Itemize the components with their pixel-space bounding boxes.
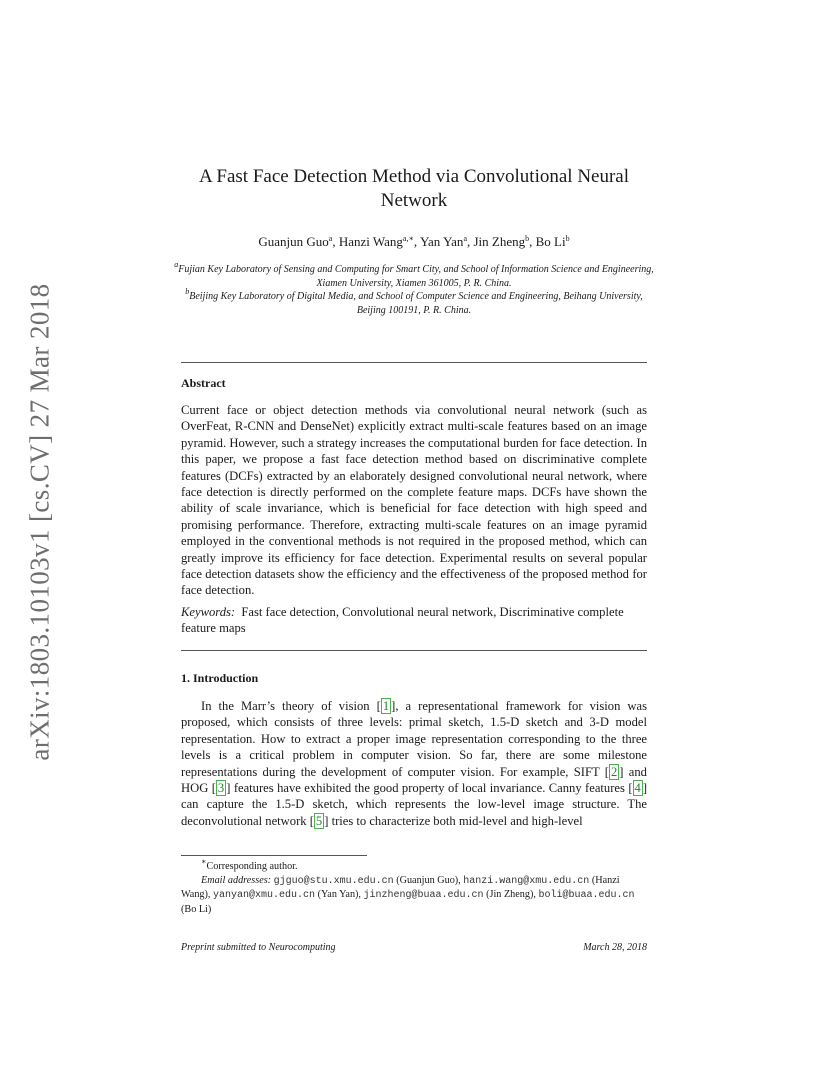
author-affiliation-mark: b [525, 234, 530, 243]
author-affiliation-mark: a [328, 234, 333, 243]
author-affiliation-mark: a [463, 234, 467, 243]
intro-text: , a representational framework for vision was proposed, which consists of three levels: primal sketch, 1.5-D sketch and 3-D model representation. How to extract a proper image representation corresponding to the three levels is a critical problem in computer vision. So far, there are some milestone representations during the development of computer vision. For example, SIFT [181, 699, 648, 779]
author-name: Guanjun Guo [258, 234, 329, 249]
affiliation-text: Fujian Key Laboratory of Sensing and Computing for Smart City, and School of Information Science and Engineering, Xiamen University, Xiamen 361005, P. R. China. [178, 264, 654, 289]
footnote [181, 857, 647, 916]
author-name: Yan Yan [419, 234, 464, 249]
footnote-emails [181, 874, 647, 917]
footnote-mark: ∗ [201, 857, 207, 866]
email-owner: (Hanzi Wang), [181, 874, 620, 901]
author-name: Jin Zheng [473, 234, 526, 249]
footnote-corresponding [181, 857, 647, 874]
citation-link[interactable]: 1 [382, 699, 390, 713]
intro-text: tries to characterize both mid-level and high-level [328, 813, 583, 828]
email-link[interactable]: yanyan@xmu.edu.cn [213, 890, 316, 902]
author-list: Guanjun Guo$^a$, Hanzi Wang$^{a,∗}$, Yan Yan$^a$, Jin Zheng$^b$, Bo Li$^b$ [258, 234, 570, 249]
email-owner: (Yan Yan), [317, 889, 361, 901]
email-owner: (Bo Li) [181, 903, 212, 915]
email-link[interactable]: gjguo@stu.xmu.edu.cn [273, 875, 394, 887]
paper-title [182, 165, 646, 213]
email-link[interactable]: jinzheng@buaa.edu.cn [363, 890, 484, 902]
preprint-note: Preprint submitted to Neurocomputing [181, 942, 336, 953]
keywords-text: Fast face detection, Convolutional neural network, Discriminative complete feature maps [181, 605, 624, 636]
email-label: Email addresses: [201, 874, 272, 886]
intro-text: and HOG [181, 764, 647, 796]
arxiv-sidebar-stamp [20, 283, 60, 761]
affiliations [170, 260, 658, 317]
affiliation-mark: a [174, 260, 179, 269]
intro-text: can capture the 1.5-D sketch, which represents the low-level image structure. The deconvolutional network [181, 797, 647, 828]
author-affiliation-mark: a,∗ [402, 234, 414, 243]
introduction-paragraph: In the Marr’s theory of vision [ 1 ], a representational framework for vision was proposed, which consists of three levels: primal sketch, 1.5-D sketch and 3-D model representation. How to extract a proper image representation corresponding to the three levels is a critical problem in computer vision. So far, there are some milestone representations during the development of computer vision. For example, SIFT [ 2 ] and HOG [ 3 ] features have exhibited the good property of local invariance. Canny features [ 4 ] can capture the 1.5-D sketch, which represents the low-level image structure. The deconvolutional network [ 5 ] tries to characterize both mid-level and high-level [181, 699, 648, 828]
email-link[interactable]: hanzi.wang@xmu.edu.cn [463, 875, 590, 887]
affiliation-text: Beijing Key Laboratory of Digital Media, and School of Computer Science and Engineering, Beihang University, Beijing 100191, P. R. China. [189, 291, 643, 316]
footnote-rule [181, 855, 367, 856]
abstract-bottom-rule [181, 650, 647, 651]
email-link[interactable]: boli@buaa.edu.cn [538, 890, 635, 902]
footnote-corresponding-text: Corresponding author. [206, 861, 298, 872]
section-heading-introduction: 1. Introduction [181, 671, 259, 685]
abstract-body: Current face or object detection methods via convolutional neural network (such as OverFeat, R-CNN and DenseNet) explicitly extract multi-scale features based on an image pyramid. However, such a strategy increases the computational burden for face detection. In this paper, we propose a fast face detection method based on discriminative complete features (DCFs) extracted by an elaborately designed convolutional neural network, where face detection is directly performed on the complete feature maps. DCFs have shown the ability of scale invariance, which is beneficial for face detection with high speed and promising performance. Therefore, extracting multi-scale features on an image pyramid employed in the conventional methods is not required in the proposed method, which can greatly improve its efficiency for face detection. Experimental results on several popular face detection datasets show the efficiency and the effectiveness of the proposed method for face detection. [181, 403, 647, 598]
affiliation-b [170, 287, 658, 317]
abstract-top-rule [181, 362, 647, 363]
keywords-label: Keywords: [181, 605, 236, 619]
keywords [181, 604, 647, 637]
intro-text: In the Marr’s theory of vision [201, 699, 377, 713]
title-line-1: A Fast Face Detection Method via Convolutional Neural [198, 166, 630, 187]
author-name: Hanzi Wang [338, 234, 403, 249]
citation-link[interactable]: 2 [610, 764, 618, 779]
intro-text: features have exhibited the good property of local invariance. Canny features [230, 781, 629, 796]
affiliation-a [170, 260, 658, 290]
email-owner: (Jin Zheng), [486, 889, 536, 901]
citation-link[interactable]: 5 [315, 813, 323, 828]
author-affiliation-mark: b [565, 234, 570, 243]
email-owner: (Guanjun Guo), [396, 874, 461, 886]
arxiv-identifier: arXiv:1803.10103v1 [cs.CV] 27 Mar 2018 [24, 283, 55, 761]
affiliation-mark: b [185, 287, 190, 296]
title-line-2: Network [380, 190, 448, 211]
abstract-heading: Abstract [181, 376, 226, 390]
preprint-date: March 28, 2018 [583, 942, 647, 953]
author-name: Bo Li [535, 234, 566, 249]
citation-link[interactable]: 4 [634, 781, 641, 796]
citation-link[interactable]: 3 [217, 781, 225, 796]
